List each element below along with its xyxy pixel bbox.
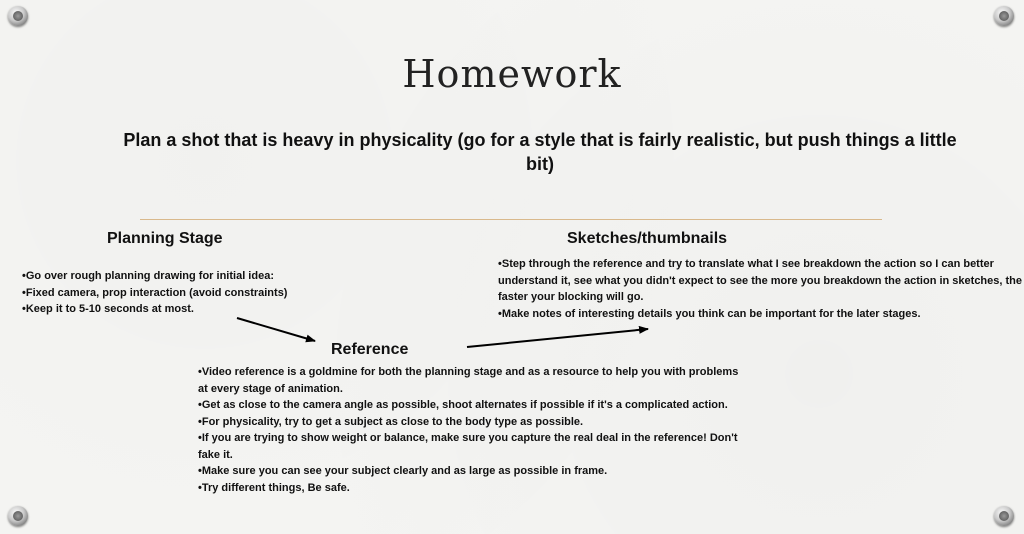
- planning-item-text: Keep it to 5-10 seconds at most.: [25, 303, 194, 315]
- planning-item-text: Go over rough planning drawing for initial idea:: [25, 270, 274, 282]
- planning-item-text: Fixed camera, prop interaction (avoid constraints): [25, 286, 288, 299]
- planning-stage-heading: Planning Stage: [107, 230, 223, 247]
- reference-item-text: Video reference is a goldmine for both the planning stage and as a resource to help you with problems at every stage of animation.: [198, 366, 739, 395]
- slide-subtitle: Plan a shot that is heavy in physicality (go for a style that is fairly realistic, but push things a little bit): [123, 130, 957, 174]
- slide-title: Homework: [402, 52, 622, 96]
- reference-item-text: If you are trying to show weight or balance, make sure you capture the real deal in the reference! Don't fake it.: [198, 432, 738, 461]
- sketches-item-text: Step through the reference and try to translate what I see breakdown the action so I can better understand it, see what you didn't expect to see the more you breakdown the action in sketches, the faster your blocking will go.: [498, 258, 1023, 303]
- reference-heading: Reference: [331, 341, 409, 358]
- sketches-item-text: Make notes of interesting details you think can be important for the later stages.: [501, 307, 921, 320]
- reference-item-text: Get as close to the camera angle as possible, shoot alternates if possible if it's a complicated action.: [201, 399, 728, 411]
- planning-to-reference-arrow-icon: [237, 318, 315, 341]
- sketches-heading: Sketches/thumbnails: [567, 230, 728, 247]
- reference-item-text: For physicality, try to get a subject as close to the body type as possible.: [201, 415, 584, 428]
- reference-item-text: Make sure you can see your subject clearly and as large as possible in frame.: [201, 465, 608, 477]
- reference-to-sketches-arrow-icon: [467, 329, 648, 347]
- reference-item-text: Try different things, Be safe.: [201, 481, 350, 494]
